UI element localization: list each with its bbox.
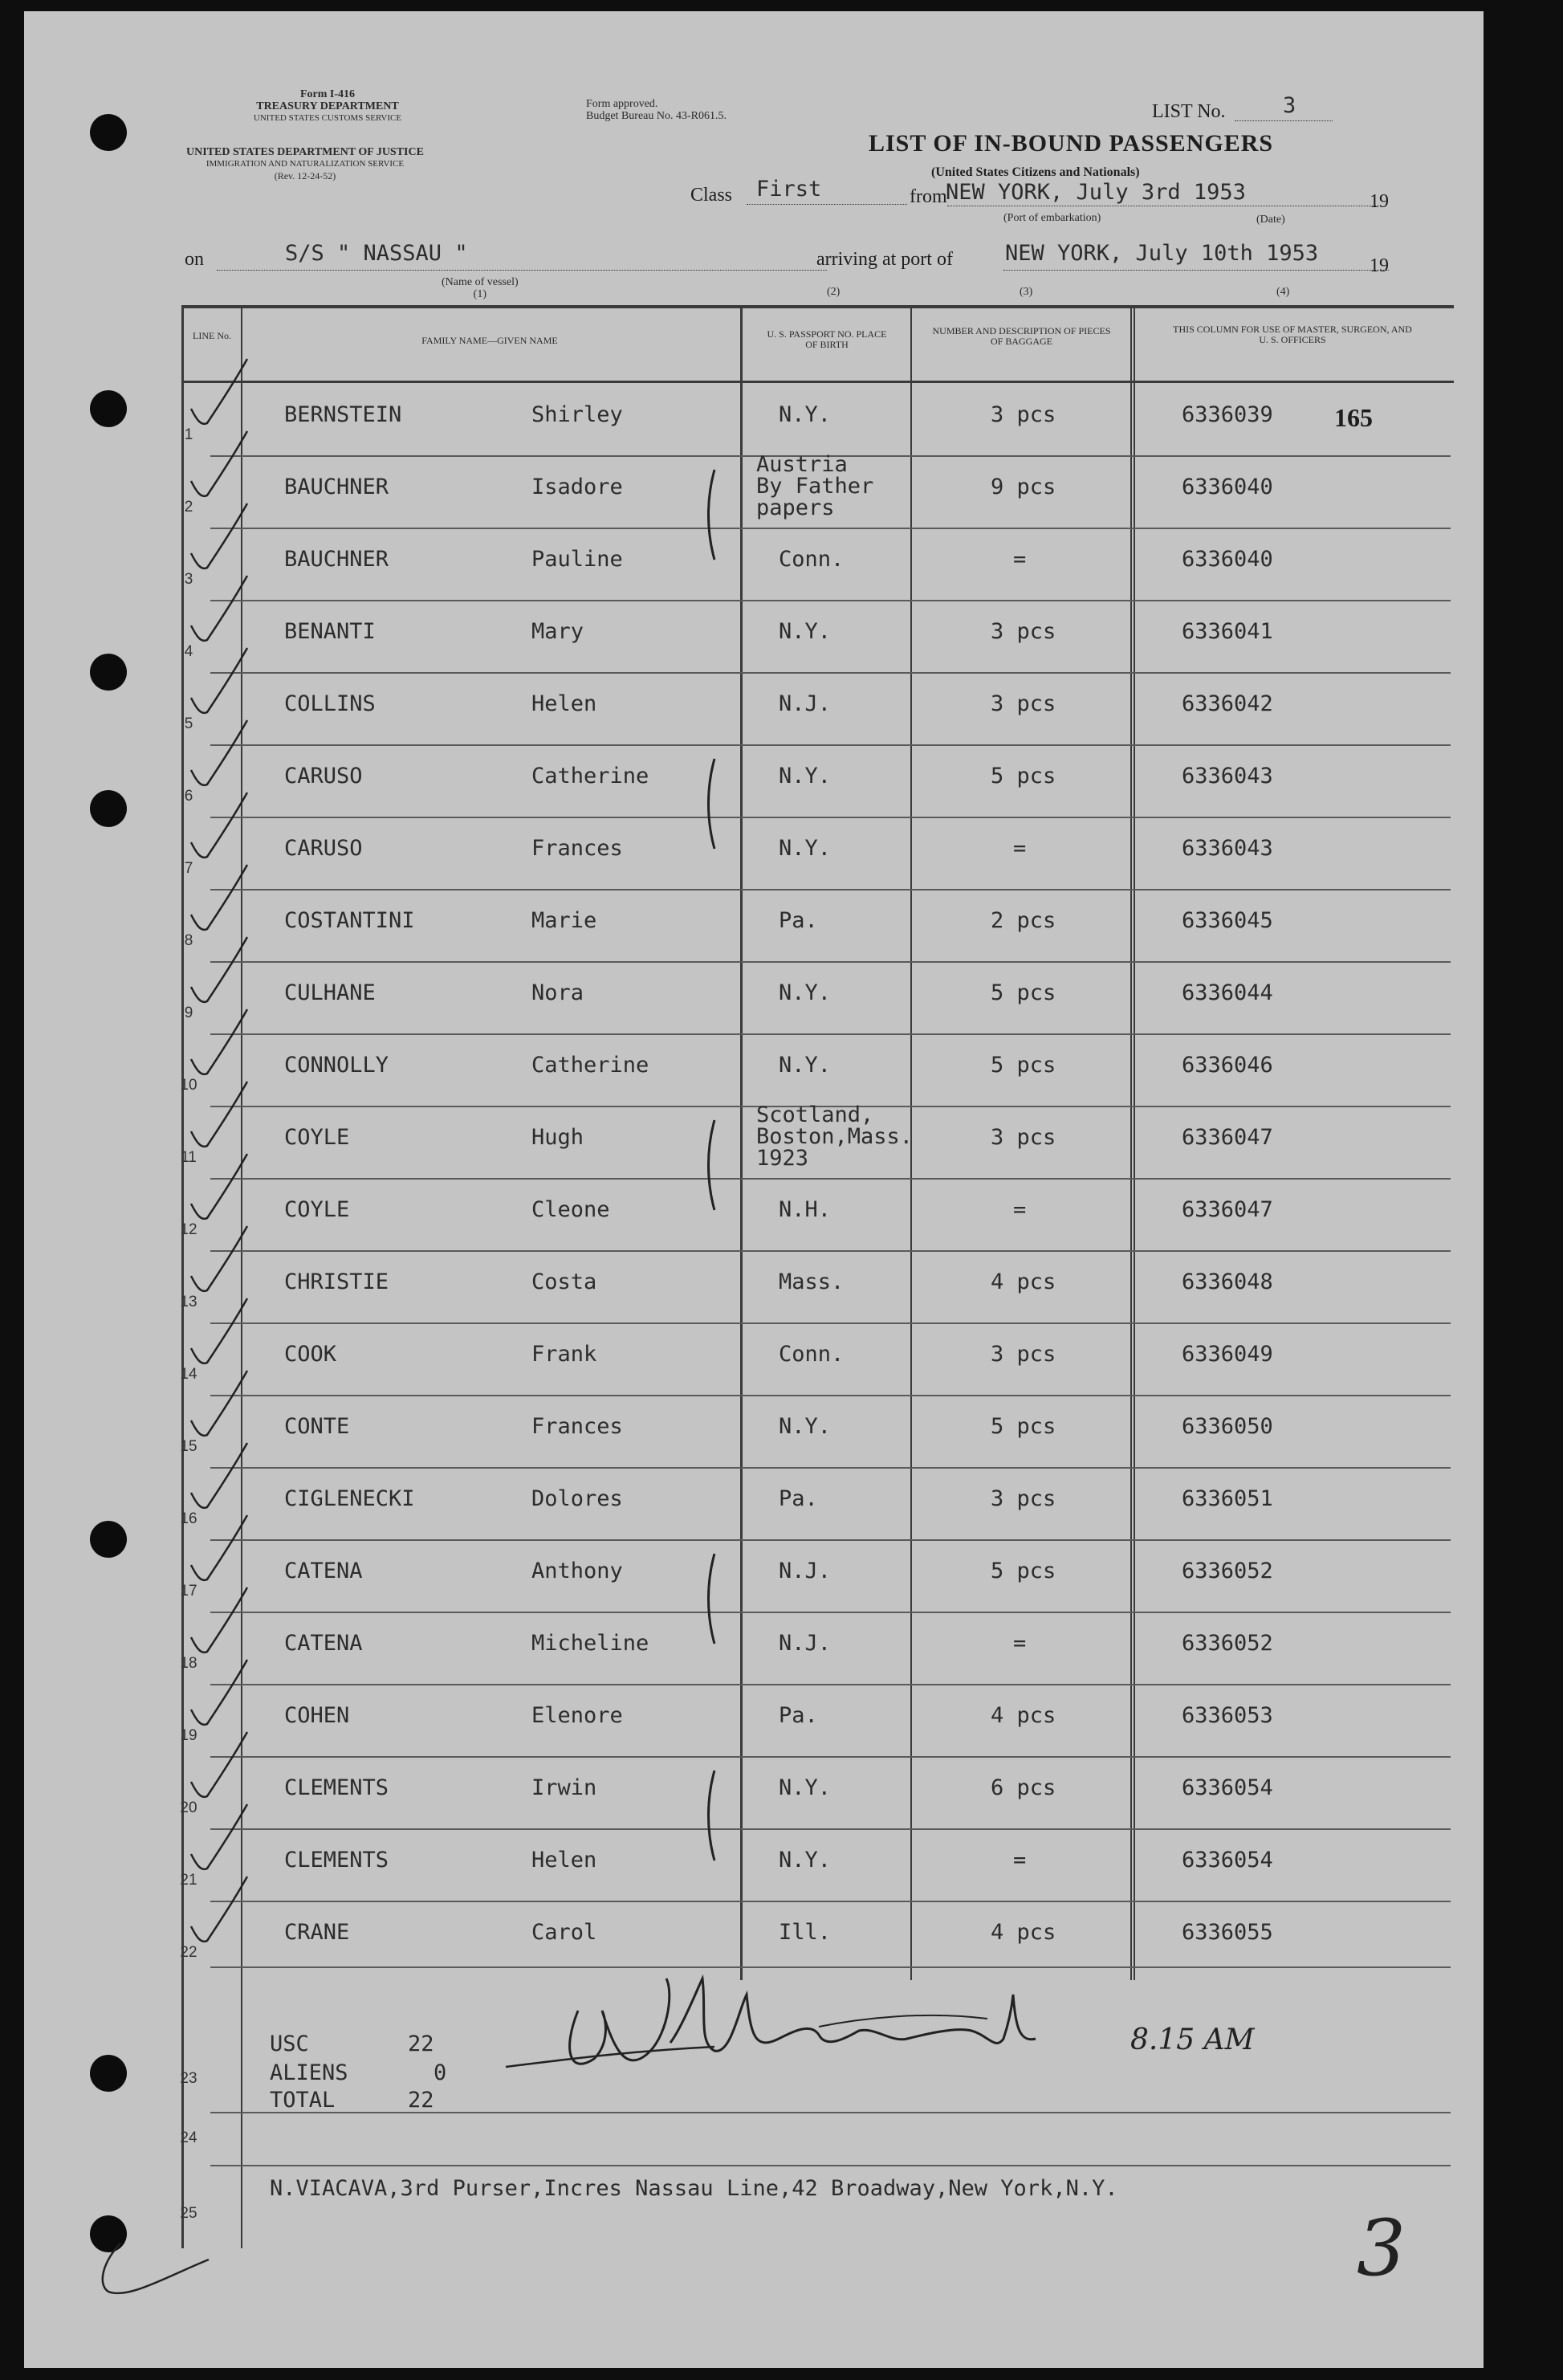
line-number: 16 <box>180 1510 197 1527</box>
place-of-birth: Pa. <box>779 1486 818 1511</box>
family-name: CLEMENTS <box>284 1775 389 1800</box>
line-number: 7 <box>184 860 193 877</box>
line-number: 2 <box>184 499 193 516</box>
baggage-count: 3 pcs <box>991 1486 1056 1511</box>
table-row <box>180 1396 1451 1469</box>
given-name: Dolores <box>531 1486 623 1511</box>
given-name: Costa <box>531 1269 597 1294</box>
officer-number: 6336040 <box>1182 475 1273 499</box>
signature-time-note: 8.15 AM <box>1130 2023 1255 2056</box>
page-mark: 3 <box>1357 2203 1406 2293</box>
given-name: Catherine <box>531 1053 649 1078</box>
given-name: Catherine <box>531 764 649 789</box>
table-row <box>180 1469 1451 1541</box>
family-name: CLEMENTS <box>284 1848 389 1873</box>
family-name: CRANE <box>284 1920 350 1945</box>
check-mark-icon <box>177 1870 249 1950</box>
officer-number: 6336041 <box>1182 619 1273 644</box>
check-mark-icon <box>177 425 249 505</box>
total-label: TOTAL <box>270 2088 336 2113</box>
usc-label: USC <box>270 2032 309 2056</box>
page-title: LIST OF IN-BOUND PASSENGERS <box>869 130 1274 157</box>
line-number: 8 <box>184 932 193 949</box>
table-row <box>184 385 1451 457</box>
punch-hole <box>90 2055 127 2092</box>
list-no-line <box>1235 120 1333 121</box>
line-number: 12 <box>180 1221 197 1238</box>
place-of-birth: N.H. <box>779 1197 832 1222</box>
table-row <box>180 1252 1451 1324</box>
class-label: Class <box>690 185 733 206</box>
check-mark-icon <box>177 1581 249 1661</box>
line-number: 17 <box>180 1583 197 1600</box>
officer-number: 6336039 <box>1182 402 1273 427</box>
given-name: Micheline <box>531 1631 649 1656</box>
family-name: COSTANTINI <box>284 908 415 933</box>
place-of-birth: Scotland, Boston,Mass. 1923 <box>756 1102 914 1171</box>
table-row <box>184 890 1451 963</box>
officer-number: 6336047 <box>1182 1125 1273 1150</box>
family-name: CATENA <box>284 1631 363 1656</box>
from-label: from <box>910 186 947 207</box>
list-no-value: 3 <box>1283 93 1296 118</box>
officer-number: 6336054 <box>1182 1848 1273 1873</box>
arrival-value: NEW YORK, July 10th 1953 <box>1005 241 1319 266</box>
check-mark-icon <box>177 1509 249 1589</box>
table-row <box>180 1685 1451 1758</box>
baggage-count: 2 pcs <box>991 908 1056 933</box>
place-of-birth: N.J. <box>779 691 832 716</box>
line-number: 23 <box>180 2070 197 2087</box>
aliens-count: 0 <box>433 2060 447 2085</box>
given-name: Frances <box>531 836 623 861</box>
check-mark-icon <box>177 858 249 939</box>
col4-caption: (4) <box>1276 286 1290 298</box>
family-name: CULHANE <box>284 980 376 1005</box>
officer-number: 6336052 <box>1182 1559 1273 1583</box>
year-suffix-1: 19 <box>1370 191 1389 212</box>
manifest-page <box>24 11 1484 2368</box>
baggage-count: 5 pcs <box>991 1053 1056 1078</box>
baggage-count: 5 pcs <box>991 1559 1056 1583</box>
family-name: CHRISTIE <box>284 1269 389 1294</box>
officer-number: 6336053 <box>1182 1703 1273 1728</box>
place-of-birth: Ill. <box>779 1920 832 1945</box>
place-of-birth: N.Y. <box>779 764 832 789</box>
punch-hole <box>90 1521 127 1558</box>
place-of-birth: Austria By Father papers <box>756 452 874 520</box>
given-name: Pauline <box>531 547 623 572</box>
place-of-birth: Mass. <box>779 1269 845 1294</box>
class-value: First <box>756 177 822 202</box>
line-number: 9 <box>184 1005 193 1021</box>
place-of-birth: N.J. <box>779 1631 832 1656</box>
table-row <box>184 818 1451 890</box>
line-number: 15 <box>180 1438 197 1455</box>
given-name: Cleone <box>531 1197 610 1222</box>
given-name: Hugh <box>531 1125 584 1150</box>
check-mark-icon <box>177 1437 249 1517</box>
on-label: on <box>185 249 204 270</box>
place-of-birth: Conn. <box>779 547 845 572</box>
family-name: BENANTI <box>284 619 376 644</box>
given-name: Marie <box>531 908 597 933</box>
check-mark-icon <box>177 497 249 577</box>
check-mark-icon <box>177 1726 249 1806</box>
line-number: 10 <box>180 1077 197 1094</box>
date-caption: (Date) <box>1256 214 1285 226</box>
place-of-birth: Pa. <box>779 1703 818 1728</box>
family-name: CIGLENECKI <box>284 1486 415 1511</box>
given-name: Carol <box>531 1920 597 1945</box>
family-name: CONNOLLY <box>284 1053 389 1078</box>
vessel-caption: (Name of vessel) (1) <box>442 276 519 300</box>
family-name: COYLE <box>284 1197 350 1222</box>
officer-number: 6336050 <box>1182 1414 1273 1439</box>
baggage-count: 3 pcs <box>991 1342 1056 1367</box>
table-row <box>184 452 1451 529</box>
line-number: 24 <box>180 2129 197 2146</box>
given-name: Mary <box>531 619 584 644</box>
punch-hole <box>90 114 127 151</box>
given-name: Elenore <box>531 1703 623 1728</box>
baggage-count: 4 pcs <box>991 1703 1056 1728</box>
baggage-count: 5 pcs <box>991 1414 1056 1439</box>
officer-number: 6336051 <box>1182 1486 1273 1511</box>
line-number: 5 <box>184 715 193 732</box>
place-of-birth: N.Y. <box>779 1053 832 1078</box>
justice-header: UNITED STATES DEPARTMENT OF JUSTICE IMMIGRATION AND NATURALIZATION SERVICE (Rev. 12-24-52) <box>186 146 424 181</box>
baggage-count: 4 pcs <box>991 1269 1056 1294</box>
class-line <box>747 204 907 205</box>
line-number: 11 <box>181 1149 197 1166</box>
line-number: 18 <box>180 1655 197 1672</box>
corner-flourish <box>88 2227 217 2308</box>
table-row <box>184 963 1451 1035</box>
arrival-line <box>1003 270 1389 271</box>
baggage-count: 4 pcs <box>991 1920 1056 1945</box>
baggage-count: = <box>1013 1848 1027 1873</box>
baggage-count: 6 pcs <box>991 1775 1056 1800</box>
family-name: CATENA <box>284 1559 363 1583</box>
table-row <box>184 674 1451 746</box>
table-row <box>180 1180 1451 1252</box>
given-name: Nora <box>531 980 584 1005</box>
officer-number: 6336043 <box>1182 764 1273 789</box>
officer-number: 6336040 <box>1182 547 1273 572</box>
check-mark-icon <box>177 1653 249 1734</box>
aliens-label: ALIENS <box>270 2060 348 2085</box>
table-row <box>184 601 1451 674</box>
given-name: Shirley <box>531 402 623 427</box>
col-header-name: FAMILY NAME—GIVEN NAME <box>421 335 558 346</box>
table-top-rule <box>181 305 1454 308</box>
given-name: Helen <box>531 1848 597 1873</box>
officer-number: 6336049 <box>1182 1342 1273 1367</box>
check-mark-icon <box>177 1798 249 1878</box>
check-mark-icon <box>177 1003 249 1083</box>
given-name: Anthony <box>531 1559 623 1583</box>
table-row <box>184 529 1451 601</box>
check-mark-icon <box>177 1292 249 1372</box>
family-name: COHEN <box>284 1703 350 1728</box>
officer-number: 6336047 <box>1182 1197 1273 1222</box>
check-mark-icon <box>177 1147 249 1228</box>
col-header-baggage: NUMBER AND DESCRIPTION OF PIECES OF BAGGAGE <box>932 325 1111 347</box>
table-row <box>180 1758 1451 1830</box>
officer-number: 6336054 <box>1182 1775 1273 1800</box>
family-name: BAUCHNER <box>284 547 389 572</box>
table-row <box>180 1541 1451 1613</box>
col2-caption: (2) <box>827 286 841 298</box>
place-of-birth: N.Y. <box>779 836 832 861</box>
budget-note: Form approved. Budget Bureau No. 43-R061.5. <box>586 98 727 122</box>
arriving-label: arriving at port of <box>816 249 953 270</box>
table-row <box>180 1035 1451 1107</box>
col-header-passport: U. S. PASSPORT NO. PLACE OF BIRTH <box>767 328 887 350</box>
check-mark-icon <box>177 642 249 722</box>
given-name: Isadore <box>531 475 623 499</box>
col-header-officers: THIS COLUMN FOR USE OF MASTER, SURGEON, AND U. S. OFFICERS <box>1173 324 1412 345</box>
vessel-line <box>217 270 827 271</box>
table-row <box>180 1324 1451 1396</box>
line-number: 1 <box>184 426 193 443</box>
line-number: 20 <box>180 1799 197 1816</box>
officer-number: 6336044 <box>1182 980 1273 1005</box>
baggage-count: = <box>1013 836 1027 861</box>
family-name: BAUCHNER <box>284 475 389 499</box>
line-number: 21 <box>180 1872 197 1889</box>
check-mark-icon <box>177 1364 249 1445</box>
list-no-label: LIST No. <box>1152 101 1226 122</box>
place-of-birth: Pa. <box>779 908 818 933</box>
line-number: 4 <box>184 643 193 660</box>
baggage-count: = <box>1013 1631 1027 1656</box>
check-mark-icon <box>177 786 249 866</box>
check-mark-icon <box>177 931 249 1011</box>
embark-caption: (Port of embarkation) <box>1003 212 1101 224</box>
family-name: CONTE <box>284 1414 350 1439</box>
table-header-rule <box>181 381 1454 383</box>
punch-hole <box>90 390 127 427</box>
table-row <box>180 1613 1451 1685</box>
officer-number: 6336052 <box>1182 1631 1273 1656</box>
check-mark-icon <box>177 1220 249 1300</box>
check-mark-icon <box>177 569 249 650</box>
officer-number: 6336045 <box>1182 908 1273 933</box>
baggage-count: 3 pcs <box>991 619 1056 644</box>
page-subtitle: (United States Citizens and Nationals) <box>931 165 1140 179</box>
family-name: COYLE <box>284 1125 350 1150</box>
col3-caption: (3) <box>1020 286 1033 298</box>
line-number: 13 <box>180 1294 197 1310</box>
baggage-count: 3 pcs <box>991 691 1056 716</box>
baggage-count: 5 pcs <box>991 764 1056 789</box>
place-of-birth: N.Y. <box>779 402 832 427</box>
baggage-count: = <box>1013 1197 1027 1222</box>
family-name: CARUSO <box>284 764 363 789</box>
given-name: Irwin <box>531 1775 597 1800</box>
line-number: 3 <box>184 571 193 588</box>
family-name: COLLINS <box>284 691 376 716</box>
line-number: 25 <box>180 2205 197 2222</box>
annotation-165: 165 <box>1334 403 1373 432</box>
purser-statement: N.VIACAVA,3rd Purser,Incres Nassau Line,42 Broadway,New York,N.Y. <box>270 2176 1118 2201</box>
place-of-birth: Conn. <box>779 1342 845 1367</box>
given-name: Helen <box>531 691 597 716</box>
row-24-line <box>180 2113 1451 2166</box>
form-header-left: Form I-416 TREASURY DEPARTMENT UNITED STATES CUSTOMS SERVICE <box>253 88 402 123</box>
baggage-count: 3 pcs <box>991 1125 1056 1150</box>
punch-hole <box>90 654 127 691</box>
family-name: CARUSO <box>284 836 363 861</box>
officer-number: 6336043 <box>1182 836 1273 861</box>
place-of-birth: N.Y. <box>779 980 832 1005</box>
usc-count: 22 <box>408 2032 434 2056</box>
baggage-count: 3 pcs <box>991 402 1056 427</box>
place-of-birth: N.J. <box>779 1559 832 1583</box>
place-of-birth: N.Y. <box>779 1414 832 1439</box>
table-row <box>181 1102 1451 1180</box>
place-of-birth: N.Y. <box>779 619 832 644</box>
officer-number: 6336048 <box>1182 1269 1273 1294</box>
baggage-count: = <box>1013 547 1027 572</box>
from-value: NEW YORK, July 3rd 1953 <box>946 180 1246 205</box>
given-name: Frances <box>531 1414 623 1439</box>
line-number: 6 <box>184 788 193 805</box>
baggage-count: 9 pcs <box>991 475 1056 499</box>
check-mark-icon <box>177 1075 249 1155</box>
check-mark-icon <box>177 714 249 794</box>
col-header-line: LINE No. <box>193 330 231 341</box>
year-suffix-2: 19 <box>1370 255 1389 276</box>
baggage-count: 5 pcs <box>991 980 1056 1005</box>
vessel-name: S/S " NASSAU " <box>285 241 468 266</box>
line-number: 19 <box>180 1727 197 1744</box>
place-of-birth: N.Y. <box>779 1775 832 1800</box>
place-of-birth: N.Y. <box>779 1848 832 1873</box>
family-name: BERNSTEIN <box>284 402 402 427</box>
table-row <box>180 1902 1451 1968</box>
table-row <box>180 1830 1451 1902</box>
total-count: 22 <box>408 2088 434 2113</box>
check-mark-icon <box>177 353 249 433</box>
punch-hole <box>90 790 127 827</box>
officer-number: 6336055 <box>1182 1920 1273 1945</box>
line-number: 22 <box>180 1944 197 1961</box>
line-number: 14 <box>180 1366 197 1383</box>
officer-number: 6336042 <box>1182 691 1273 716</box>
table-row <box>184 746 1451 818</box>
officer-signature <box>474 1962 1084 2083</box>
family-name: COOK <box>284 1342 337 1367</box>
officer-number: 6336046 <box>1182 1053 1273 1078</box>
given-name: Frank <box>531 1342 597 1367</box>
